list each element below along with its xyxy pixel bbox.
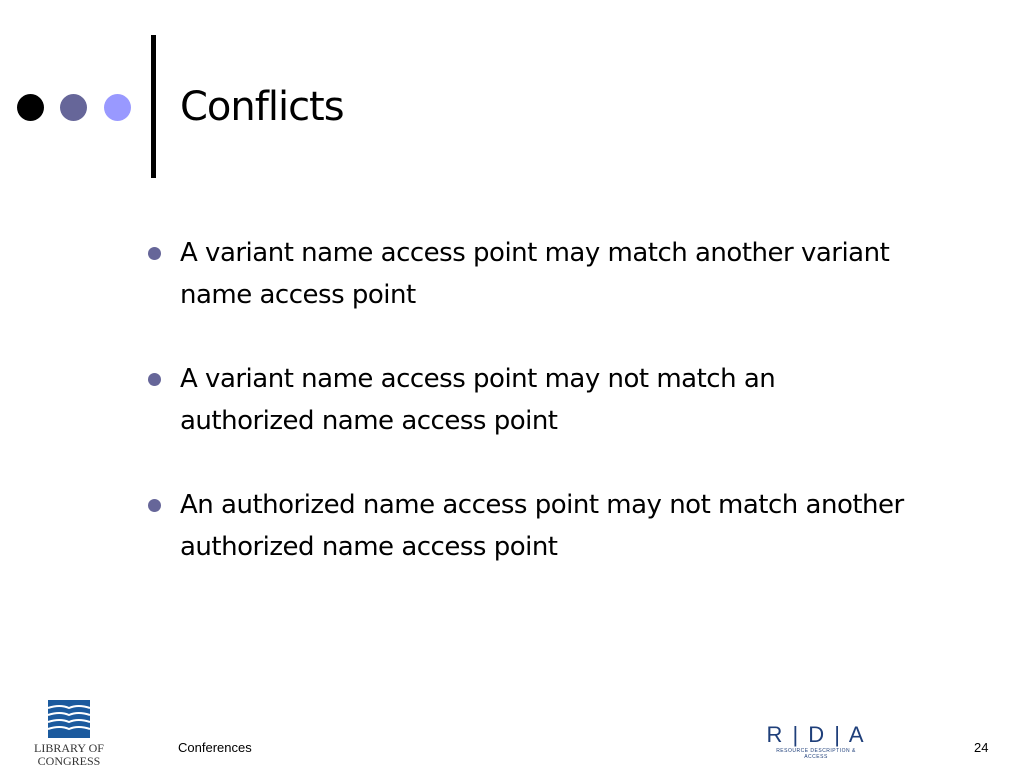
loc-book-icon: [48, 700, 90, 738]
slide-title: Conflicts: [180, 84, 344, 130]
bullet-list: [148, 232, 908, 610]
decorative-dot-slate: [60, 94, 87, 121]
bullet-item: [148, 484, 908, 568]
rda-logo: R | D | A: [766, 722, 866, 747]
title-divider: [151, 35, 156, 178]
bullet-dot-icon: [148, 373, 161, 386]
rda-logo-subtitle: RESOURCE DESCRIPTION & ACCESS: [776, 748, 856, 760]
bullet-item: [148, 358, 908, 442]
bullet-item: [148, 232, 908, 316]
bullet-text: A variant name access point may not match an authorized name access point: [180, 364, 776, 436]
bullet-dot-icon: [148, 499, 161, 512]
bullet-text: An authorized name access point may not match another authorized name access point: [180, 490, 904, 562]
bullet-text: A variant name access point may match another variant name access point: [180, 238, 890, 310]
bullet-dot-icon: [148, 247, 161, 260]
decorative-dot-lavender: [104, 94, 131, 121]
page-number: 24: [974, 740, 989, 755]
footer-label: Conferences: [178, 740, 252, 755]
decorative-dot-black: [17, 94, 44, 121]
loc-logo-text: LIBRARY OF CONGRESS: [34, 741, 104, 768]
